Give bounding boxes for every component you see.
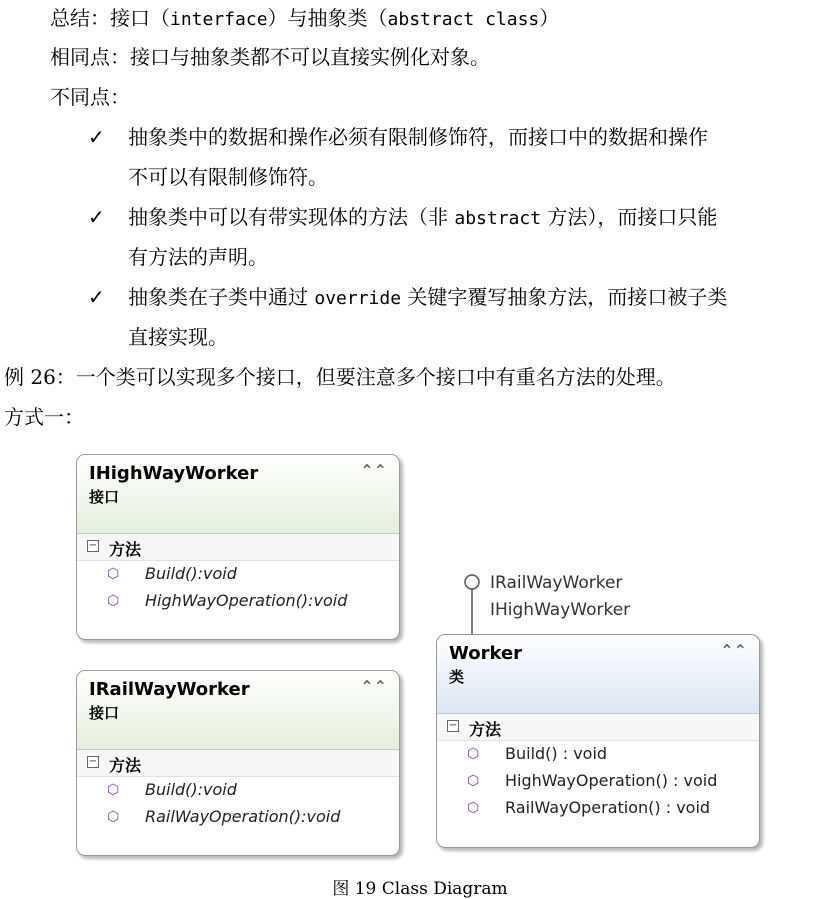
collapse-icon[interactable]: ⌃⌃	[360, 461, 387, 480]
member-text: RailWayOperation() : void	[505, 798, 711, 817]
box-header	[77, 671, 399, 750]
methods-section	[77, 750, 399, 777]
bullet-2-line-1: 抽象类中可以有带实现体的方法（非 abstract 方法），而接口只能	[128, 205, 718, 229]
bullet-1-line-1: 抽象类中的数据和操作必须有限制修饰符，而接口中的数据和操作	[128, 125, 708, 149]
lollipop-connector	[460, 572, 484, 636]
diff-heading: 不同点：	[50, 85, 130, 109]
bullet-3-line-2: 直接实现。	[128, 325, 228, 349]
box-header	[437, 635, 759, 714]
method-icon: ⬡	[107, 809, 120, 825]
collapse-icon[interactable]: ⌃⌃	[360, 677, 387, 696]
implemented-interface: IRailWayWorker	[490, 573, 623, 593]
minus-icon[interactable]: −	[88, 756, 98, 767]
member-text: RailWayOperation():void	[145, 807, 341, 826]
box-title: IRailWayWorker	[89, 679, 250, 700]
check-icon: ✓	[88, 125, 105, 149]
minus-icon[interactable]: −	[88, 540, 98, 551]
method-icon: ⬡	[107, 782, 120, 798]
lollipop-circle	[465, 575, 479, 589]
worker-class-box[interactable]	[436, 634, 760, 848]
member-text: Build():void	[145, 780, 237, 799]
member-text: HighWayOperation() : void	[505, 771, 718, 790]
box-kind: 接口	[89, 704, 120, 722]
member-row	[77, 777, 399, 804]
summary-line: 总结：接口（interface）与抽象类（abstract class）	[50, 6, 560, 30]
member-row	[77, 561, 399, 588]
section-label: 方法	[469, 720, 502, 739]
box-header	[77, 455, 399, 534]
section-label: 方法	[109, 540, 142, 559]
implemented-interface: IHighWayWorker	[490, 600, 631, 620]
method-icon: ⬡	[467, 746, 480, 762]
member-row	[77, 588, 399, 615]
methods-section	[437, 714, 759, 741]
box-title: Worker	[449, 643, 523, 664]
member-text: Build() : void	[505, 744, 608, 763]
box-kind: 类	[449, 668, 465, 686]
bullet-1-line-2: 不可以有限制修饰符。	[128, 165, 328, 189]
member-row	[77, 804, 399, 831]
same-point: 相同点：接口与抽象类都不可以直接实例化对象。	[50, 45, 490, 69]
check-icon: ✓	[88, 285, 105, 309]
collapse-icon[interactable]: ⌃⌃	[720, 641, 747, 660]
methods-section	[77, 534, 399, 561]
example-26: 例 26：一个类可以实现多个接口，但要注意多个接口中有重名方法的处理。	[4, 365, 676, 389]
bullet-2-line-2: 有方法的声明。	[128, 245, 268, 269]
section-label: 方法	[109, 756, 142, 775]
method-icon: ⬡	[467, 773, 480, 789]
box-title: IHighWayWorker	[89, 463, 259, 484]
member-row	[437, 795, 759, 822]
ihighwayworker-box[interactable]	[76, 454, 400, 640]
method-icon: ⬡	[467, 800, 480, 816]
box-kind: 接口	[89, 488, 120, 506]
method-one: 方式一：	[4, 405, 84, 429]
method-icon: ⬡	[107, 593, 120, 609]
member-row	[437, 741, 759, 768]
member-text: Build():void	[145, 564, 237, 583]
bullet-3-line-1: 抽象类在子类中通过 override 关键字覆写抽象方法，而接口被子类	[128, 285, 728, 309]
minus-icon[interactable]: −	[448, 720, 458, 731]
method-icon: ⬡	[107, 566, 120, 582]
figure-caption: 图 19 Class Diagram	[332, 879, 508, 899]
member-text: HighWayOperation():void	[145, 591, 348, 610]
member-row	[437, 768, 759, 795]
check-icon: ✓	[88, 205, 105, 229]
irailwayworker-box[interactable]	[76, 670, 400, 856]
